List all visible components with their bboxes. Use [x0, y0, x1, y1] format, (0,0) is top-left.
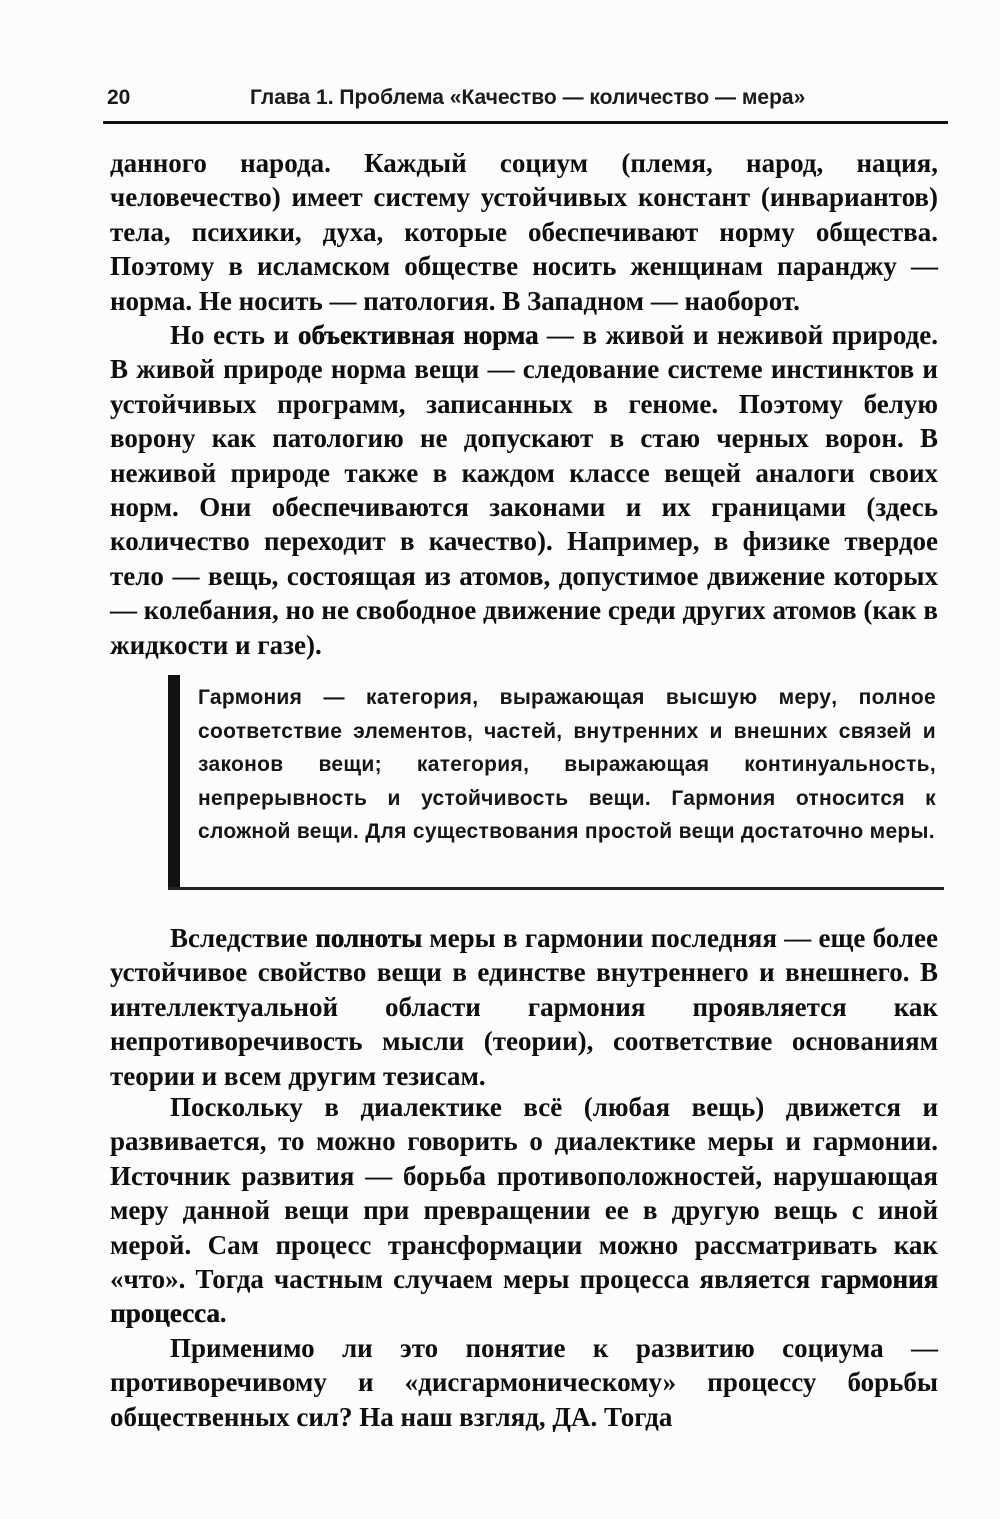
definition-side-bar	[168, 675, 180, 889]
paragraph-3-start: Вследствие	[170, 923, 316, 953]
running-header	[103, 80, 948, 120]
definition-highlight: высшую меру	[665, 686, 832, 709]
paragraph-1: данного народа. Каждый социум (племя, народ, нация, человечество) имеет систему устойчивых констант (инвариантов) тела, психики, духа, которые обеспечивают норму общества. Поэтому в исламском обществе носить женщинам паранджу — норма. Не носить — патология. В Западном — наоборот.	[110, 148, 938, 316]
paragraph-2-start: Но есть и	[170, 320, 298, 350]
term-completeness: полноты	[315, 923, 422, 953]
definition-term: Гармония	[198, 686, 303, 709]
definition-box	[168, 675, 944, 893]
term-process-harmony: гармония процесса	[110, 1264, 938, 1329]
definition-part-a: — категория, выражающая	[302, 686, 666, 709]
definition-bottom-rule	[168, 887, 944, 890]
paragraph-5: Применимо ли это понятие к развитию социума — противоречивому и «дисгармоническому» процессу борьбы общественных сил? На наш взгляд, ДА. Тогда	[110, 1333, 938, 1432]
paragraph-4-end: .	[219, 1298, 227, 1329]
paragraph-4-start: Поскольку в диалектике всё (любая вещь) движется и развивается, то можно говорить о диалектике меры и гармонии. Источник развития — борьба противоположностей, нарушающая меру данной вещи при превращении ее в другую вещь с иной мерой. Сам процесс трансформации можно рассматривать как «что». Тогда частным случаем меры процесса является	[110, 1092, 938, 1295]
term-objective-norm: объективная норма	[297, 320, 539, 350]
paragraph-4	[110, 1090, 938, 1331]
definition-part-b: , полное соответствие элементов, частей, внутренних и внешних связей и законов вещи; категория, выражающая континуальность, непрерывность и устойчивость вещи. Гармония относится к сложной вещи. Для существования простой вещи достаточно меры.	[198, 686, 936, 844]
page-number: 20	[107, 86, 131, 109]
paragraph-2	[110, 318, 938, 662]
paragraph-2-rest: — в живой и неживой природе. В живой природе норма вещи — следование системе инстинктов и устойчивых программ, записанных в геноме. Поэтому белую ворону как патологию не допускают в стаю черных ворон. В неживой природе также в каждом классе вещей аналоги своих норм. Они обеспечиваются законами и их границами (здесь количество переходит в качество). Например, в физике твердое тело — вещь, состоящая из атомов, допустимое движение которых — колебания, но не свободное движение среди других атомов (как в жидкости и газе).	[110, 320, 938, 660]
paragraph-3	[110, 921, 938, 1093]
header-rule	[103, 121, 948, 124]
chapter-title: Глава 1. Проблема «Качество — количество — мера»	[250, 86, 806, 109]
definition-text	[198, 681, 936, 849]
paragraph-3-rest: меры в гармонии последняя — еще более устойчивое свойство вещи в единстве внутреннего и внешнего. В интеллектуальной области гармония проявляется как непротиворечивость мысли (теории), соответствие основаниям теории и всем другим тезисам.	[110, 923, 938, 1091]
